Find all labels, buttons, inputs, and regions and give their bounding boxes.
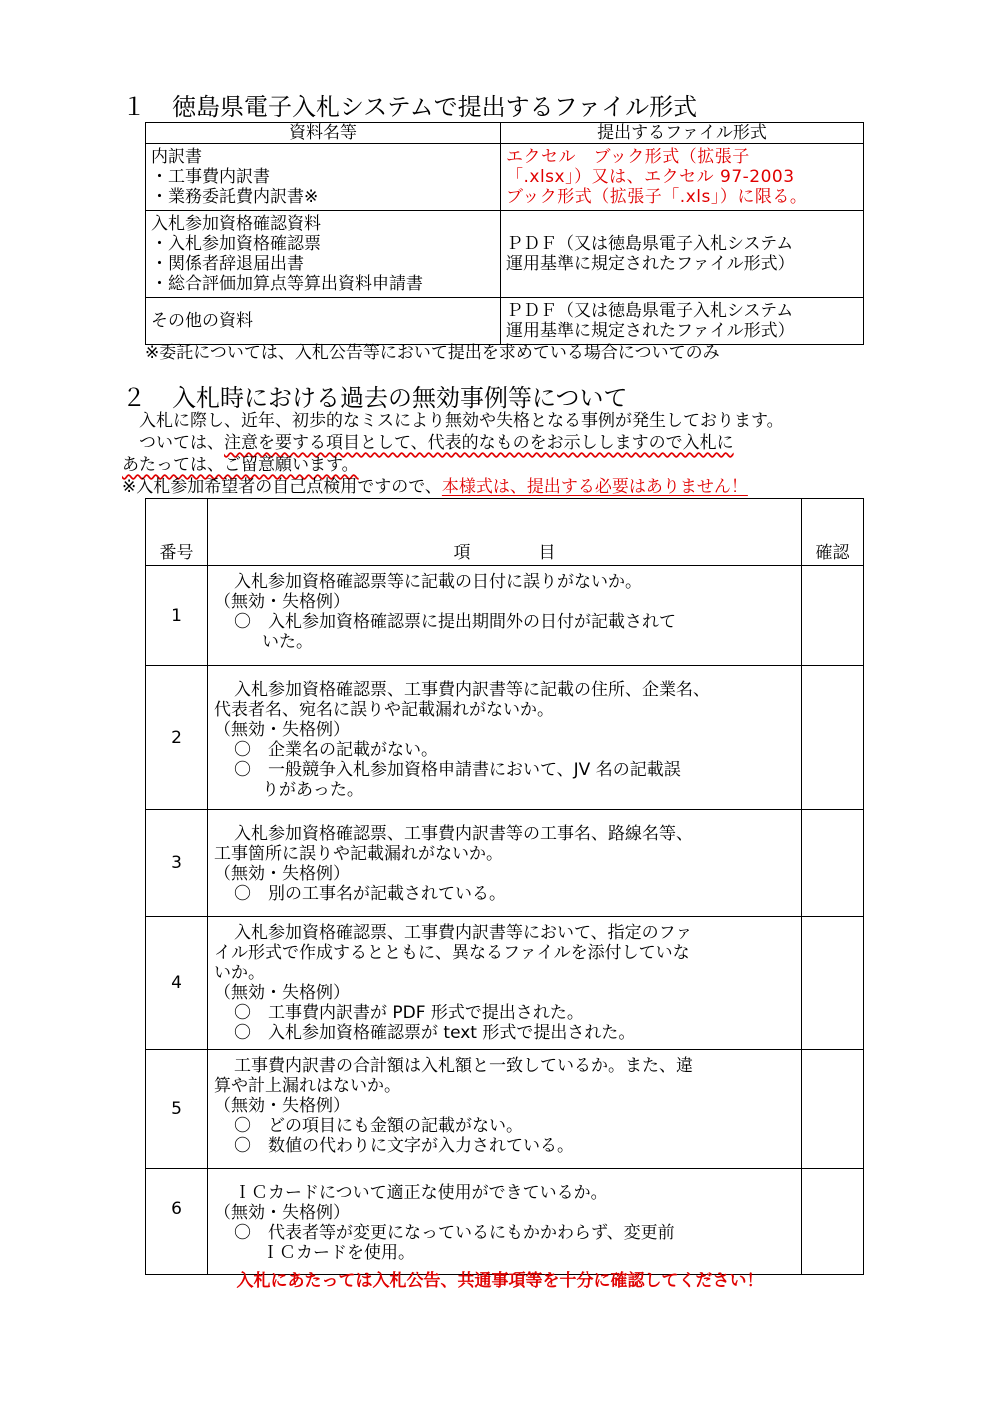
row-number: 6	[146, 1169, 208, 1275]
item-text: 入札参加資格確認票等に記載の日付に誤りがないか。	[234, 572, 642, 592]
doc-line: その他の資料	[151, 311, 253, 331]
check-cell[interactable]	[802, 1169, 864, 1275]
section1-number: １	[122, 93, 146, 121]
doc-cell	[146, 211, 501, 298]
checklist-row	[146, 566, 864, 666]
section2-heading	[122, 383, 628, 413]
format-line: ＰＤＦ（又は徳島県電子入札システム	[506, 234, 794, 254]
row-item	[208, 1050, 802, 1169]
item-text: ＩＣカードについて適正な使用ができているか。	[234, 1183, 608, 1203]
header-document-name: 資料名等	[146, 123, 501, 144]
check-cell[interactable]	[802, 666, 864, 810]
checklist-row	[146, 666, 864, 810]
item-text: 入札参加資格確認票、工事費内訳書等において、指定のファ	[234, 923, 693, 943]
section2-title: 入札時における過去の無効事例等について	[172, 384, 628, 412]
doc-line: ・関係者辞退届出書	[151, 254, 304, 274]
header-file-format: 提出するファイル形式	[501, 123, 864, 144]
example-label: （無効・失格例）	[214, 720, 350, 740]
checklist-table	[145, 498, 864, 1275]
example-line: 〇 数値の代わりに文字が入力されている。	[234, 1136, 574, 1156]
format-line: ＰＤＦ（又は徳島県電子入札システム	[506, 301, 794, 321]
example-line: 〇 どの項目にも金額の記載がない。	[234, 1116, 523, 1136]
row-number: 2	[146, 666, 208, 810]
checklist-row	[146, 1050, 864, 1169]
doc-line: 入札参加資格確認資料	[151, 214, 321, 234]
file-format-table	[145, 122, 864, 345]
check-cell[interactable]	[802, 1050, 864, 1169]
header-check: 確認	[802, 499, 864, 566]
check-cell[interactable]	[802, 917, 864, 1050]
doc-line: ・入札参加資格確認票	[151, 234, 321, 254]
example-line: 〇 入札参加資格確認票が text 形式で提出された。	[234, 1023, 636, 1043]
file-format-row-breakdown	[146, 144, 864, 211]
checklist-header-row	[146, 499, 864, 566]
self-check-notice-start: ※入札参加希望者の自己点検用ですので、	[122, 477, 442, 497]
section1-heading	[122, 92, 697, 122]
section2-number: ２	[122, 384, 146, 412]
format-cell-excel	[501, 144, 864, 211]
example-line: 〇 入札参加資格確認票に提出期間外の日付が記載されて	[234, 612, 676, 632]
header-item: 項 目	[208, 499, 802, 566]
item-text: 代表者名、宛名に誤りや記載漏れがないか。	[214, 700, 554, 720]
format-line: 運用基準に規定されたファイル形式）	[506, 254, 795, 274]
item-text: 算や計上漏れはないか。	[214, 1076, 401, 1096]
example-line: 〇 工事費内訳書が PDF 形式で提出された。	[234, 1003, 584, 1023]
self-check-notice	[122, 476, 748, 498]
closing-warning: 入札にあたっては入札公告、共通事項等を十分に確認してください！	[236, 1271, 764, 1291]
intro-line-3-emphasis: あたっては、ご留意願います。	[122, 455, 359, 475]
format-line: ブック形式（拡張子「.xls」）に限る。	[506, 187, 808, 207]
checklist-row	[146, 810, 864, 917]
doc-cell	[146, 298, 501, 345]
row-number: 5	[146, 1050, 208, 1169]
doc-line: ・業務委託費内訳書※	[151, 187, 319, 207]
no-submission-required-warning: 本様式は、提出する必要はありません！	[441, 477, 748, 497]
example-label: （無効・失格例）	[214, 983, 350, 1003]
row-item	[208, 566, 802, 666]
file-format-row-other	[146, 298, 864, 345]
intro-line-3	[122, 454, 359, 476]
example-label: （無効・失格例）	[214, 1096, 350, 1116]
row-item	[208, 917, 802, 1050]
intro-line-2-start: ついては、	[122, 433, 224, 453]
row-number: 1	[146, 566, 208, 666]
format-line: 運用基準に規定されたファイル形式）	[506, 321, 795, 341]
row-item	[208, 1169, 802, 1275]
doc-line: ・総合評価加算点等算出資料申請書	[151, 274, 423, 294]
intro-line-2	[122, 432, 734, 454]
item-text: いか。	[214, 963, 265, 983]
check-cell[interactable]	[802, 810, 864, 917]
item-text: 入札参加資格確認票、工事費内訳書等の工事名、路線名等、	[234, 824, 693, 844]
consignment-note: ※委託については、入札公告等において提出を求めている場合についてのみ	[145, 343, 720, 363]
row-number: 4	[146, 917, 208, 1050]
doc-cell	[146, 144, 501, 211]
file-format-row-eligibility	[146, 211, 864, 298]
doc-line: ・工事費内訳書	[151, 167, 270, 187]
example-line: りがあった。	[262, 780, 364, 800]
example-label: （無効・失格例）	[214, 1203, 350, 1223]
example-line: 〇 代表者等が変更になっているにもかかわらず、変更前	[234, 1223, 675, 1243]
item-text: 工事費内訳書の合計額は入札額と一致しているか。また、違	[234, 1056, 693, 1076]
example-line: いた。	[262, 632, 313, 652]
example-line: ＩＣカードを使用。	[262, 1243, 415, 1263]
checklist-row	[146, 1169, 864, 1275]
format-cell-pdf	[501, 211, 864, 298]
file-format-header-row	[146, 123, 864, 144]
checklist-row	[146, 917, 864, 1050]
row-item	[208, 810, 802, 917]
example-line: 〇 別の工事名が記載されている。	[234, 884, 506, 904]
format-line: エクセル ブック形式（拡張子	[506, 147, 750, 167]
row-item	[208, 666, 802, 810]
row-number: 3	[146, 810, 208, 917]
format-line: 「.xlsx」）又は、エクセル 97-2003	[506, 167, 795, 187]
item-text: 工事箇所に誤りや記載漏れがないか。	[214, 844, 503, 864]
item-text: イル形式で作成するとともに、異なるファイルを添付していな	[214, 943, 690, 963]
item-text: 入札参加資格確認票、工事費内訳書等に記載の住所、企業名、	[234, 680, 710, 700]
header-number: 番号	[146, 499, 208, 566]
format-cell-pdf	[501, 298, 864, 345]
check-cell[interactable]	[802, 566, 864, 666]
intro-line-1: 入札に際し、近年、初歩的なミスにより無効や失格となる事例が発生しております。	[122, 411, 784, 431]
example-label: （無効・失格例）	[214, 592, 350, 612]
example-line: 〇 一般競争入札参加資格申請書において、JV 名の記載誤	[234, 760, 681, 780]
intro-line-2-emphasis: 注意を要する項目として、代表的なものをお示ししますので入札に	[224, 433, 734, 453]
section1-title: 徳島県電子入札システムで提出するファイル形式	[172, 93, 698, 121]
doc-line: 内訳書	[151, 147, 202, 167]
example-label: （無効・失格例）	[214, 864, 350, 884]
example-line: 〇 企業名の記載がない。	[234, 740, 438, 760]
